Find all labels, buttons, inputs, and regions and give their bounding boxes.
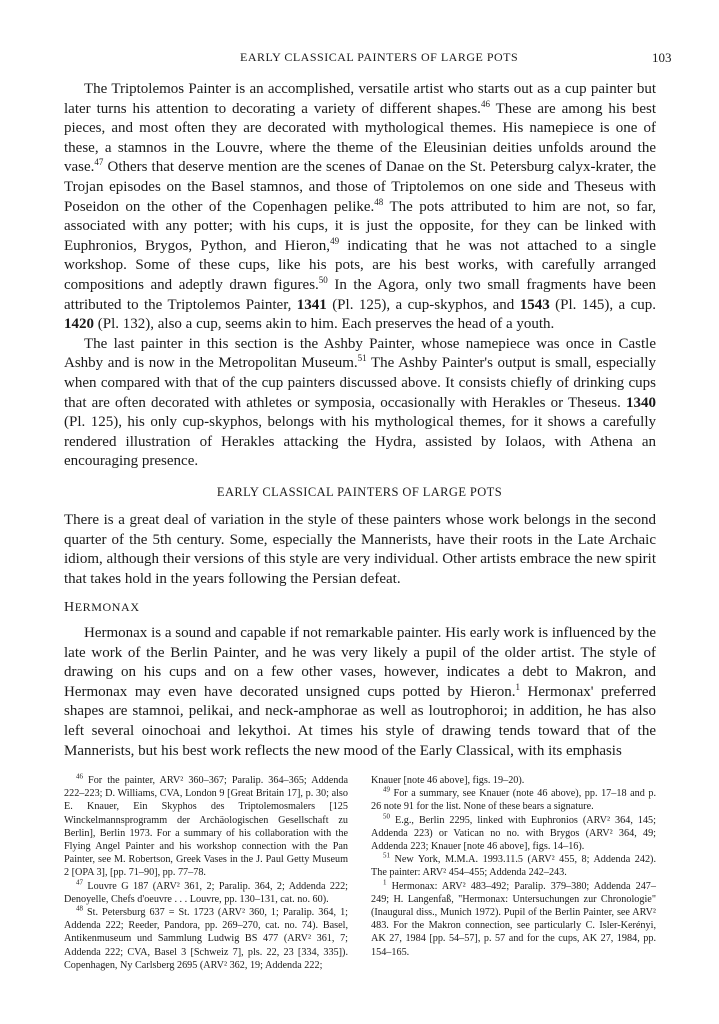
section-triptolemos-ashby [64,80,656,472]
catalog-number: 1341 [296,296,327,313]
footnotes-right-column [371,774,656,959]
footnote-ref-48[interactable]: 48 [374,196,384,207]
paragraph-hermonax: Hermonax is a sound and capable if not remarkable painter. His early work is influenced by the late work of the Berlin Painter, and he was very likely a pupil of the older artist. The style of drawing on his cups and on a few other vases, however, indicates a debt to Makron, and Hermonax may even have decorated unsigned cups potted by Hieron.$^1$ Hermonax' preferred shapes are stamnoi, pelikai, and neck-amphorae as well as loutrophoroi; in addition, he has also left several oinochoai and lekythoi. At times his style of drawing tends toward that of the Mannerists, but his best work reflects the new mood of the Early Classical, with its emphasis [64,625,656,759]
footnote-50: $^{50}$ E.g., Berlin 2295, linked with Euphronios (ARV² 364, 145; Addenda 223) or Vatican no no. with Brygos (ARV² 364, 49; Addenda 223; Knauer [note 46 above], figs. 14–16). [371,812,656,853]
footnote-ref-47[interactable]: 47 [94,157,104,168]
page-number: 103 [652,50,672,65]
paragraph-ashby: The last painter in this section is the Ashby Painter, whose namepiece was once in Castle Ashby and is now in the Metropolitan Museum.$^{51}$ The Ashby Painter's output is small, especially when compared with that of the cup painters discussed above. It consists chiefly of drinking cups that are often decorated with athletes or symposia, occasionally with Herakles or Theseus. 1340 (Pl. 125), his only cup-skyphos, belongs with his mythological themes, for it shows a carefully rendered illustration of Herakles attacking the Hydra, assisted by Iolaos, with Athena an encouraging presence. [64,335,656,470]
footnote-continuation: Knauer [note 46 above], figs. 19–20). [371,775,525,786]
footnote-48: $^{48}$ St. Petersburg 637 = St. 1723 (ARV² 360, 1; Paralip. 364, 1; Addenda 222; Reeder, Pandora, pp. 269–270, cat. no. 74). Basel, Antikenmuseum und Sammlung Ludwig BS 477 (ARV² 361, 7; Addenda 222; CVA, Basel 3 [Schweiz 7], pls. 22, 23 [334, 335]). Copenhagen, Ny Carlsberg 2695 (ARV² 362, 19; Addenda 222; [64,904,348,971]
footnote-ref-1[interactable]: 1 [515,681,520,692]
footnotes-left-column [64,774,348,972]
footnote-ref-49[interactable]: 49 [330,235,340,246]
section-hermonax [64,624,656,761]
catalog-number: 1543 [519,296,550,313]
footnote-ref-46[interactable]: 46 [480,98,490,109]
footnote-49: $^{49}$ For a summary, see Knauer (note 46 above), pp. 17–18 and p. 26 note 91 for the list. None of these bears a signature. [371,785,656,813]
footnote-number: 51 [383,851,390,860]
footnote-47: $^{47}$ Louvre G 187 (ARV² 361, 2; Paralip. 364, 2; Addenda 222; Denoyelle, Chefs d'oeuvre . . . Louvre, pp. 130–131, cat. no. 60). [64,878,348,905]
paragraph-intro: There is a great deal of variation in the style of these painters whose work belongs in the second quarter of the 5th century. Some, especially the Mannerists, have their roots in the Late Archaic idiom, although their versions of this style are very individual. Other artists embrace the new spirit that takes hold in the years following the Persian defeat. [64,512,656,587]
footnote-number: 49 [383,785,390,794]
catalog-number: 1340 [626,394,656,411]
footnote-46: $^{46}$ For the painter, ARV² 360–367; Paralip. 364–365; Addenda 222–223; D. Williams, CVA, London 9 [Great Britain 17], p. 30; also E. Knauer, Ein Skyphos des Triptolemosmalers [125 Winckelmannsprogramm der Archäologischen Gesellschaft zu Berlin], Berlin 1973. For a summary of his collaboration with the Flying Angel Painter and his workshop connection with the Pan Painter, see M. Robertson, Greek Vases in the J. Paul Getty Museum 2 [OPA 3], [pp. 71–90], pp. 77–78. [64,772,348,879]
section-heading: EARLY CLASSICAL PAINTERS OF LARGE POTS [216,485,503,499]
footnote-number: 50 [383,812,390,821]
footnote-ref-50[interactable]: 50 [318,274,328,285]
footnote-number: 47 [76,878,83,887]
footnote-1: $^1$ Hermonax: ARV² 483–492; Paralip. 379–380; Addenda 247–249; H. Langenfaß, "Hermonax: Untersuchungen zur Chronologie" (Inaugural diss., Munich 1972). Pupil of the Berlin Painter, see ARV² 483. For the Makron connection, see particularly C. Isler-Kerényi, AK 27, 1984 [pp. 54–57], p. 57 and for the cups, AK 27, 1984, pp. 154–165. [371,878,656,958]
running-header [0,50,719,70]
footnote-ref-51[interactable]: 51 [357,353,367,364]
catalog-number: 1420 [64,316,94,333]
footnote-number: 46 [76,772,83,781]
subheading-hermonax: HERMONAX [64,600,140,615]
footnote-51: $^{51}$ New York, M.M.A. 1993.11.5 (ARV² 455, 8; Addenda 242). The painter: ARV² 454–455; Addenda 242–243. [371,851,656,879]
paragraph-triptolemos: The Triptolemos Painter is an accomplished, versatile artist who starts out as a cup painter but later turns his attention to decorating a variety of different shapes.$^{46}$ These are among his best pieces, and most often they are decorated with mythological themes. His namepiece is one of these, a stamnos in the Louvre, where the theme of the Eleusinian deities unfolds around the vase.$^{47}$ Others that deserve mention are the scenes of Danae on the St. Petersburg calyx-krater, the Trojan episodes on the Basel stamnos, and those of Triptolemos on one side and Theseus with Poseidon on the other of the Copenhagen pelike.$^{48}$ The pots attributed to him are not, so far, associated with any potter; with his cups, it is just the opposite, for they can be linked with Euphronios, Brygos, Python, and Hieron,$^{49}$ indicating that he was not attached to a single workshop. Some of these cups, like his pots, are his best works, with carefully arranged compositions and adeptly drawn figures.$^{50}$ In the Agora, only two small fragments have been attributed to the Triptolemos Painter, 1341 (Pl. 125), a cup-skyphos, and 1543 (Pl. 145), a cup. 1420 (Pl. 132), also a cup, seems akin to him. Each preserves the head of a youth. [64,81,656,333]
footnote-number: 1 [383,878,387,887]
section-intro [64,511,656,589]
footnote-number: 48 [76,904,83,913]
running-head-title: EARLY CLASSICAL PAINTERS OF LARGE POTS [240,50,519,64]
